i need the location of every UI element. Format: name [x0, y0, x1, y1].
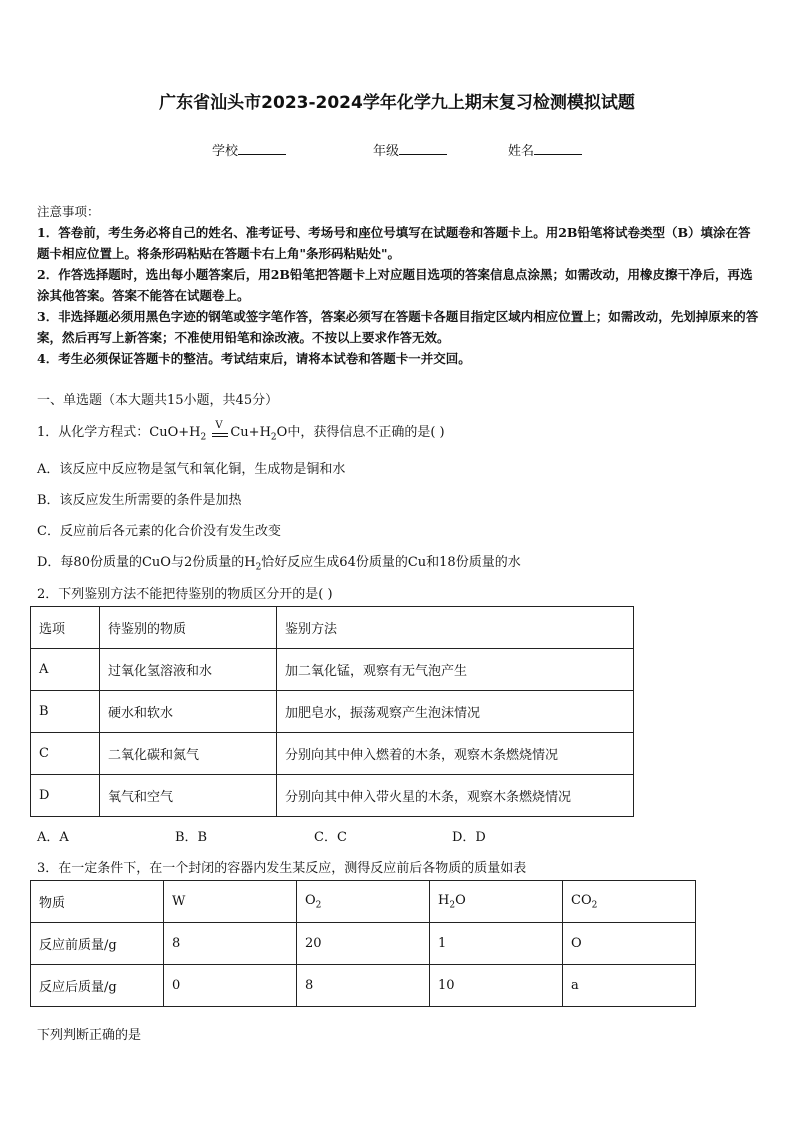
name-blank[interactable]: [534, 142, 582, 155]
school-label: 学校: [212, 144, 239, 159]
school-field: [212, 140, 286, 159]
q1-stem: [37, 421, 445, 443]
table-cell: 20: [297, 923, 430, 965]
q1-option-d-part: 恰好反应生成64份质量的Cu和18份质量的水: [261, 555, 521, 570]
table-cell: C: [31, 733, 100, 775]
name-field: [508, 140, 582, 159]
table-header-row: [31, 881, 696, 923]
table-cell: 加肥皂水，振荡观察产生泡沫情况: [277, 691, 634, 733]
q2-answer-c[interactable]: C．C: [314, 830, 347, 845]
q1-stem-part: Cu+H: [230, 425, 271, 440]
table-header-cell: [297, 881, 430, 923]
table-cell: 过氧化氢溶液和水: [100, 649, 277, 691]
table-cell: B: [31, 691, 100, 733]
table-cell: 反应前质量/g: [31, 923, 164, 965]
table-header-cell: 选项: [31, 607, 100, 649]
table-cell: 10: [430, 965, 563, 1007]
q3-table: [30, 880, 696, 1007]
table-cell: a: [563, 965, 696, 1007]
grade-field: [373, 140, 447, 159]
header-subscript: 2: [591, 900, 598, 911]
grade-blank[interactable]: [399, 142, 447, 155]
table-header-row: [31, 607, 634, 649]
q1-option-c[interactable]: C．反应前后各元素的化合价没有发生改变: [37, 524, 281, 539]
table-cell: A: [31, 649, 100, 691]
q1-stem-part: 1．从化学方程式：CuO+H: [37, 425, 201, 440]
table-cell: 0: [164, 965, 297, 1007]
notice-item-4: 4．考生必须保证答题卡的整洁。考试结束后，请将本试卷和答题卡一并交回。: [37, 351, 471, 366]
table-cell: 氧气和空气: [100, 775, 277, 817]
table-cell: 8: [297, 965, 430, 1007]
q3-follow-up: 下列判断正确的是: [37, 1028, 142, 1043]
notice-heading: 注意事项：: [37, 204, 100, 219]
table-cell: 8: [164, 923, 297, 965]
school-blank[interactable]: [238, 142, 286, 155]
q2-answer-b[interactable]: B．B: [175, 830, 208, 845]
header-subscript: 2: [449, 900, 456, 911]
notice-item-3: 3．非选择题必须用黑色字迹的钢笔或签字笔作答，答案必须写在答题卡各题目指定区域内相应位置上；如需改动，先划掉原来的答案，然后再写上新答案；不准使用铅笔和涂改液。不按以上要求作答无效。: [37, 309, 759, 345]
table-cell: O: [563, 923, 696, 965]
table-row: [31, 733, 634, 775]
header-symbol: O: [305, 892, 316, 908]
table-header-cell: W: [164, 881, 297, 923]
q1-option-d[interactable]: [37, 551, 521, 573]
notice-block: [37, 201, 759, 369]
q1-option-d-part: D．每80份质量的CuO与2份质量的H: [37, 555, 256, 570]
table-cell: 硬水和软水: [100, 691, 277, 733]
table-cell: D: [31, 775, 100, 817]
section-heading: 一、单选题（本大题共15小题，共45分）: [37, 393, 279, 408]
table-cell: 加二氧化锰，观察有无气泡产生: [277, 649, 634, 691]
q1-stem-part: O中，获得信息不正确的是( ): [276, 425, 445, 440]
table-cell: 二氧化碳和氮气: [100, 733, 277, 775]
table-cell: 分别向其中伸入燃着的木条，观察木条燃烧情况: [277, 733, 634, 775]
table-header-cell: 物质: [31, 881, 164, 923]
table-header-cell: [430, 881, 563, 923]
q1-subscript: 2: [270, 432, 277, 443]
q1-option-a[interactable]: A．该反应中反应物是氢气和氧化铜，生成物是铜和水: [37, 462, 346, 477]
table-row: [31, 965, 696, 1007]
header-symbol: O: [455, 892, 466, 908]
q2-table: [30, 606, 634, 817]
header-symbol: H: [438, 892, 450, 908]
header-symbol: CO: [571, 892, 592, 908]
header-subscript: 2: [315, 900, 322, 911]
notice-item-1: 1．答卷前，考生务必将自己的姓名、准考证号、考场号和座位号填写在试题卷和答题卡上。用2B铅笔将试卷类型（B）填涂在答题卡相应位置上。将条形码粘贴在答题卡右上角"条形码粘贴处"。: [37, 225, 751, 261]
table-row: [31, 923, 696, 965]
q2-answer-a[interactable]: A．A: [37, 830, 69, 845]
table-header-cell: [563, 881, 696, 923]
table-cell: 分别向其中伸入带火星的木条，观察木条燃烧情况: [277, 775, 634, 817]
q3-stem: 3．在一定条件下，在一个封闭的容器内发生某反应，测得反应前后各物质的质量如表: [37, 861, 527, 876]
reaction-condition-symbol: [210, 420, 230, 438]
table-row: [31, 775, 634, 817]
table-row: [31, 649, 634, 691]
exam-title: 广东省汕头市2023-2024学年化学九上期末复习检测模拟试题: [159, 93, 635, 113]
name-label: 姓名: [508, 144, 535, 159]
table-cell: 1: [430, 923, 563, 965]
q1-option-d-subscript: 2: [255, 562, 262, 573]
q2-answer-d[interactable]: D．D: [452, 830, 486, 845]
grade-label: 年级: [373, 144, 400, 159]
table-row: [31, 691, 634, 733]
table-header-cell: 鉴别方法: [277, 607, 634, 649]
table-header-cell: 待鉴别的物质: [100, 607, 277, 649]
q1-option-b[interactable]: B．该反应发生所需要的条件是加热: [37, 493, 242, 508]
table-cell: 反应后质量/g: [31, 965, 164, 1007]
condition-mark: V: [215, 420, 223, 431]
q2-stem: 2．下列鉴别方法不能把待鉴别的物质区分开的是( ): [37, 587, 333, 602]
notice-item-2: 2．作答选择题时，选出每小题答案后，用2B铅笔把答题卡上对应题目选项的答案信息点涂黑；如需改动，用橡皮擦干净后，再选涂其他答案。答案不能答在试题卷上。: [37, 267, 753, 303]
q1-subscript: 2: [200, 432, 207, 443]
